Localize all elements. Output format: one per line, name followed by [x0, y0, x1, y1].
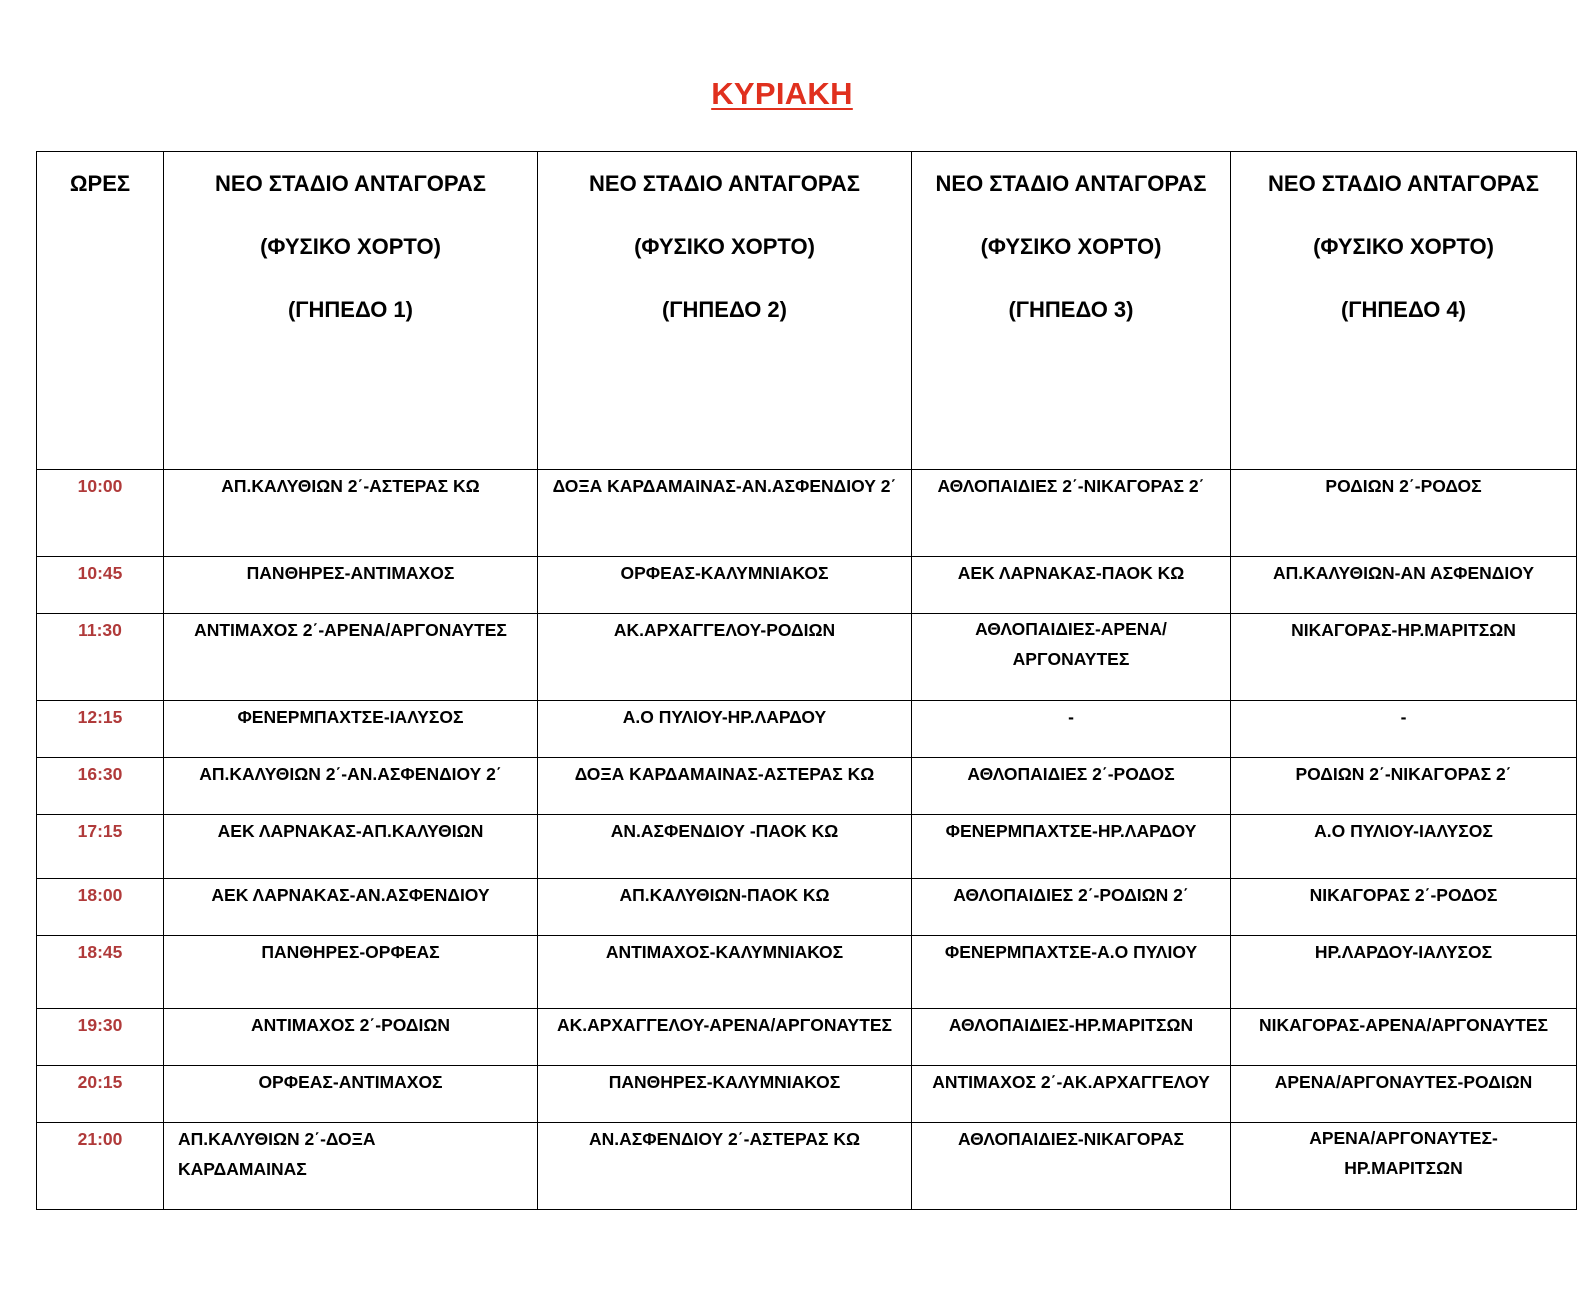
- match-cell: ΑΘΛΟΠΑΙΔΙΕΣ 2΄-ΡΟΔΟΣ: [912, 758, 1231, 815]
- match-cell: ΑΝΤΙΜΑΧΟΣ-ΚΑΛΥΜΝΙΑΚΟΣ: [538, 936, 912, 1009]
- time-cell: 19:30: [37, 1009, 164, 1066]
- schedule-table: [36, 151, 1577, 1210]
- match-cell: ΠΑΝΘΗΡΕΣ-ΟΡΦΕΑΣ: [164, 936, 538, 1009]
- table-row: [37, 701, 1577, 758]
- match-cell: ΟΡΦΕΑΣ-ΑΝΤΙΜΑΧΟΣ: [164, 1066, 538, 1123]
- field-header-3: ΝΕΟ ΣΤΑΔΙΟ ΑΝΤΑΓΟΡΑΣ (ΦΥΣΙΚΟ ΧΟΡΤΟ) (ΓΗΠΕΔΟ 3): [912, 152, 1231, 470]
- match-cell: ΑΡΕΝΑ/ΑΡΓΟΝΑΥΤΕΣ-ΗΡ.ΜΑΡΙΤΣΩΝ: [1231, 1123, 1577, 1210]
- match-cell: Α.Ο ΠΥΛΙΟΥ-ΙΑΛΥΣΟΣ: [1231, 815, 1577, 879]
- table-row: [37, 1009, 1577, 1066]
- match-cell: ΔΟΞΑ ΚΑΡΔΑΜΑΙΝΑΣ-ΑΣΤΕΡΑΣ ΚΩ: [538, 758, 912, 815]
- match-cell: ΝΙΚΑΓΟΡΑΣ-ΗΡ.ΜΑΡΙΤΣΩΝ: [1231, 614, 1577, 701]
- match-cell: ΑΘΛΟΠΑΙΔΙΕΣ-ΝΙΚΑΓΟΡΑΣ: [912, 1123, 1231, 1210]
- match-cell: ΑΚ.ΑΡΧΑΓΓΕΛΟΥ-ΑΡΕΝΑ/ΑΡΓΟΝΑΥΤΕΣ: [538, 1009, 912, 1066]
- match-cell: ΔΟΞΑ ΚΑΡΔΑΜΑΙΝΑΣ-ΑΝ.ΑΣΦΕΝΔΙΟΥ 2΄: [538, 470, 912, 557]
- table-row: [37, 470, 1577, 557]
- field-header-2: ΝΕΟ ΣΤΑΔΙΟ ΑΝΤΑΓΟΡΑΣ (ΦΥΣΙΚΟ ΧΟΡΤΟ) (ΓΗΠΕΔΟ 2): [538, 152, 912, 470]
- match-cell: ΑΠ.ΚΑΛΥΘΙΩΝ-ΠΑΟΚ ΚΩ: [538, 879, 912, 936]
- match-cell: ΡΟΔΙΩΝ 2΄-ΝΙΚΑΓΟΡΑΣ 2΄: [1231, 758, 1577, 815]
- table-row: [37, 758, 1577, 815]
- match-cell: ΝΙΚΑΓΟΡΑΣ-ΑΡΕΝΑ/ΑΡΓΟΝΑΥΤΕΣ: [1231, 1009, 1577, 1066]
- match-cell: ΗΡ.ΛΑΡΔΟΥ-ΙΑΛΥΣΟΣ: [1231, 936, 1577, 1009]
- time-cell: 17:15: [37, 815, 164, 879]
- times-header: ΩΡΕΣ: [37, 152, 164, 470]
- time-cell: 18:45: [37, 936, 164, 1009]
- match-cell: ΦΕΝΕΡΜΠΑΧΤΣΕ-ΗΡ.ΛΑΡΔΟΥ: [912, 815, 1231, 879]
- match-cell: ΑΕΚ ΛΑΡΝΑΚΑΣ-ΑΠ.ΚΑΛΥΘΙΩΝ: [164, 815, 538, 879]
- time-cell: 18:00: [37, 879, 164, 936]
- match-cell: ΑΝΤΙΜΑΧΟΣ 2΄-ΑΡΕΝΑ/ΑΡΓΟΝΑΥΤΕΣ: [164, 614, 538, 701]
- match-cell: ΑΝ.ΑΣΦΕΝΔΙΟΥ -ΠΑΟΚ ΚΩ: [538, 815, 912, 879]
- table-row: [37, 879, 1577, 936]
- time-cell: 10:00: [37, 470, 164, 557]
- match-cell: ΝΙΚΑΓΟΡΑΣ 2΄-ΡΟΔΟΣ: [1231, 879, 1577, 936]
- match-cell: ΑΘΛΟΠΑΙΔΙΕΣ 2΄-ΝΙΚΑΓΟΡΑΣ 2΄: [912, 470, 1231, 557]
- match-cell: ΦΕΝΕΡΜΠΑΧΤΣΕ-Α.Ο ΠΥΛΙΟΥ: [912, 936, 1231, 1009]
- match-cell: Α.Ο ΠΥΛΙΟΥ-ΗΡ.ΛΑΡΔΟΥ: [538, 701, 912, 758]
- time-cell: 16:30: [37, 758, 164, 815]
- header-row: [37, 152, 1577, 470]
- match-cell: ΦΕΝΕΡΜΠΑΧΤΣΕ-ΙΑΛΥΣΟΣ: [164, 701, 538, 758]
- field-header-1: ΝΕΟ ΣΤΑΔΙΟ ΑΝΤΑΓΟΡΑΣ (ΦΥΣΙΚΟ ΧΟΡΤΟ) (ΓΗΠΕΔΟ 1): [164, 152, 538, 470]
- table-row: [37, 815, 1577, 879]
- match-cell: ΑΘΛΟΠΑΙΔΙΕΣ 2΄-ΡΟΔΙΩΝ 2΄: [912, 879, 1231, 936]
- match-cell: ΑΝΤΙΜΑΧΟΣ 2΄-ΑΚ.ΑΡΧΑΓΓΕΛΟΥ: [912, 1066, 1231, 1123]
- match-cell: ΑΘΛΟΠΑΙΔΙΕΣ-ΑΡΕΝΑ/ΑΡΓΟΝΑΥΤΕΣ: [912, 614, 1231, 701]
- table-row: [37, 936, 1577, 1009]
- time-cell: 11:30: [37, 614, 164, 701]
- page-title: ΚΥΡΙΑΚΗ: [711, 76, 853, 111]
- table-row: [37, 1123, 1577, 1210]
- match-cell: ΑΠ.ΚΑΛΥΘΙΩΝ-ΑΝ ΑΣΦΕΝΔΙΟΥ: [1231, 557, 1577, 614]
- field-header-4: ΝΕΟ ΣΤΑΔΙΟ ΑΝΤΑΓΟΡΑΣ (ΦΥΣΙΚΟ ΧΟΡΤΟ) (ΓΗΠΕΔΟ 4): [1231, 152, 1577, 470]
- match-cell: -: [1231, 701, 1577, 758]
- match-cell: ΑΡΕΝΑ/ΑΡΓΟΝΑΥΤΕΣ-ΡΟΔΙΩΝ: [1231, 1066, 1577, 1123]
- time-cell: 20:15: [37, 1066, 164, 1123]
- match-cell: ΑΚ.ΑΡΧΑΓΓΕΛΟΥ-ΡΟΔΙΩΝ: [538, 614, 912, 701]
- match-cell: ΑΝ.ΑΣΦΕΝΔΙΟΥ 2΄-ΑΣΤΕΡΑΣ ΚΩ: [538, 1123, 912, 1210]
- match-cell: ΑΘΛΟΠΑΙΔΙΕΣ-ΗΡ.ΜΑΡΙΤΣΩΝ: [912, 1009, 1231, 1066]
- match-cell: ΑΠ.ΚΑΛΥΘΙΩΝ 2΄-ΔΟΞΑ ΚΑΡΔΑΜΑΙΝΑΣ: [164, 1123, 538, 1210]
- match-cell: ΑΕΚ ΛΑΡΝΑΚΑΣ-ΠΑΟΚ ΚΩ: [912, 557, 1231, 614]
- match-cell: ΟΡΦΕΑΣ-ΚΑΛΥΜΝΙΑΚΟΣ: [538, 557, 912, 614]
- match-cell: ΡΟΔΙΩΝ 2΄-ΡΟΔΟΣ: [1231, 470, 1577, 557]
- time-cell: 21:00: [37, 1123, 164, 1210]
- table-row: [37, 557, 1577, 614]
- table-row: [37, 1066, 1577, 1123]
- match-cell: ΑΕΚ ΛΑΡΝΑΚΑΣ-ΑΝ.ΑΣΦΕΝΔΙΟΥ: [164, 879, 538, 936]
- match-cell: ΑΝΤΙΜΑΧΟΣ 2΄-ΡΟΔΙΩΝ: [164, 1009, 538, 1066]
- match-cell: ΠΑΝΘΗΡΕΣ-ΑΝΤΙΜΑΧΟΣ: [164, 557, 538, 614]
- match-cell: ΠΑΝΘΗΡΕΣ-ΚΑΛΥΜΝΙΑΚΟΣ: [538, 1066, 912, 1123]
- time-cell: 12:15: [37, 701, 164, 758]
- match-cell: -: [912, 701, 1231, 758]
- match-cell: ΑΠ.ΚΑΛΥΘΙΩΝ 2΄-ΑΣΤΕΡΑΣ ΚΩ: [164, 470, 538, 557]
- match-cell: ΑΠ.ΚΑΛΥΘΙΩΝ 2΄-ΑΝ.ΑΣΦΕΝΔΙΟΥ 2΄: [164, 758, 538, 815]
- time-cell: 10:45: [37, 557, 164, 614]
- table-row: [37, 614, 1577, 701]
